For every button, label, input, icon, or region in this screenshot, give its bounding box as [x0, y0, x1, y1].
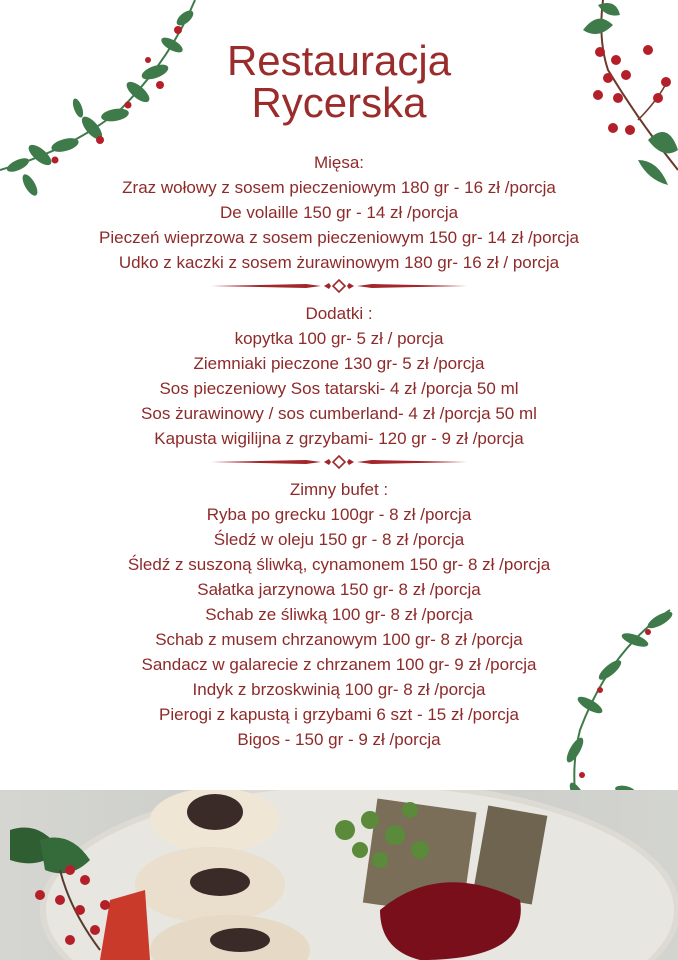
holly-leaf-icon: [0, 810, 130, 960]
section-heading: Zimny bufet :: [289, 480, 389, 499]
holly-wreath-icon: [0, 0, 215, 215]
menu-item: Sos żurawinowy / sos cumberland- 4 zł /porcja 50 ml: [141, 404, 537, 423]
menu-item: Pierogi z kapustą i grzybami 6 szt - 15 zł /porcja: [159, 705, 519, 724]
menu-item: Indyk z brzoskwinią 100 gr- 8 zł /porcja: [192, 680, 486, 699]
ornament-divider: [0, 451, 678, 477]
menu-item: Schab z musem chrzanowym 100 gr- 8 zł /porcja: [155, 630, 523, 649]
menu-item: Śledź z suszoną śliwką, cynamonem 150 gr- 8 zł /porcja: [127, 555, 551, 574]
ornament-divider-icon: [211, 279, 467, 293]
menu-item: Ryba po grecku 100gr - 8 zł /porcja: [206, 505, 472, 524]
title-line-1: Restauracja: [226, 37, 452, 84]
menu-item: Sałatka jarzynowa 150 gr- 8 zł /porcja: [197, 580, 481, 599]
menu-item: kopytka 100 gr- 5 zł / porcja: [234, 329, 444, 348]
menu-item: De volaille 150 gr - 14 zł /porcja: [219, 203, 459, 222]
menu-item: Zraz wołowy z sosem pieczeniowym 180 gr - 16 zł /porcja: [122, 178, 556, 197]
ornament-divider: [0, 275, 678, 301]
menu-item: Pieczeń wieprzowa z sosem pieczeniowym 150 gr- 14 zł /porcja: [99, 228, 579, 247]
menu-item: Sos pieczeniowy Sos tatarski- 4 zł /porcja 50 ml: [159, 379, 519, 398]
section-heading: Dodatki :: [305, 304, 373, 323]
menu-item: Kapusta wigilijna z grzybami- 120 gr - 9 zł /porcja: [154, 429, 524, 448]
berry-branch-icon: [578, 0, 678, 190]
food-photo: [0, 790, 678, 960]
menu-item: Udko z kaczki z sosem żurawinowym 180 gr- 16 zł / porcja: [118, 253, 560, 272]
ornament-divider-icon: [211, 455, 467, 469]
menu-item: Bigos - 150 gr - 9 zł /porcja: [237, 730, 441, 749]
section-heading: Mięsa:: [313, 153, 365, 172]
menu-item: Ziemniaki pieczone 130 gr- 5 zł /porcja: [193, 354, 485, 373]
title-line-2: Rycerska: [251, 79, 427, 126]
menu-item: Schab ze śliwką 100 gr- 8 zł /porcja: [205, 605, 473, 624]
menu-item: Śledź w oleju 150 gr - 8 zł /porcja: [213, 530, 465, 549]
section-dodatki: [0, 301, 678, 451]
menu-item: Sandacz w galarecie z chrzanem 100 gr- 9 zł /porcja: [141, 655, 537, 674]
